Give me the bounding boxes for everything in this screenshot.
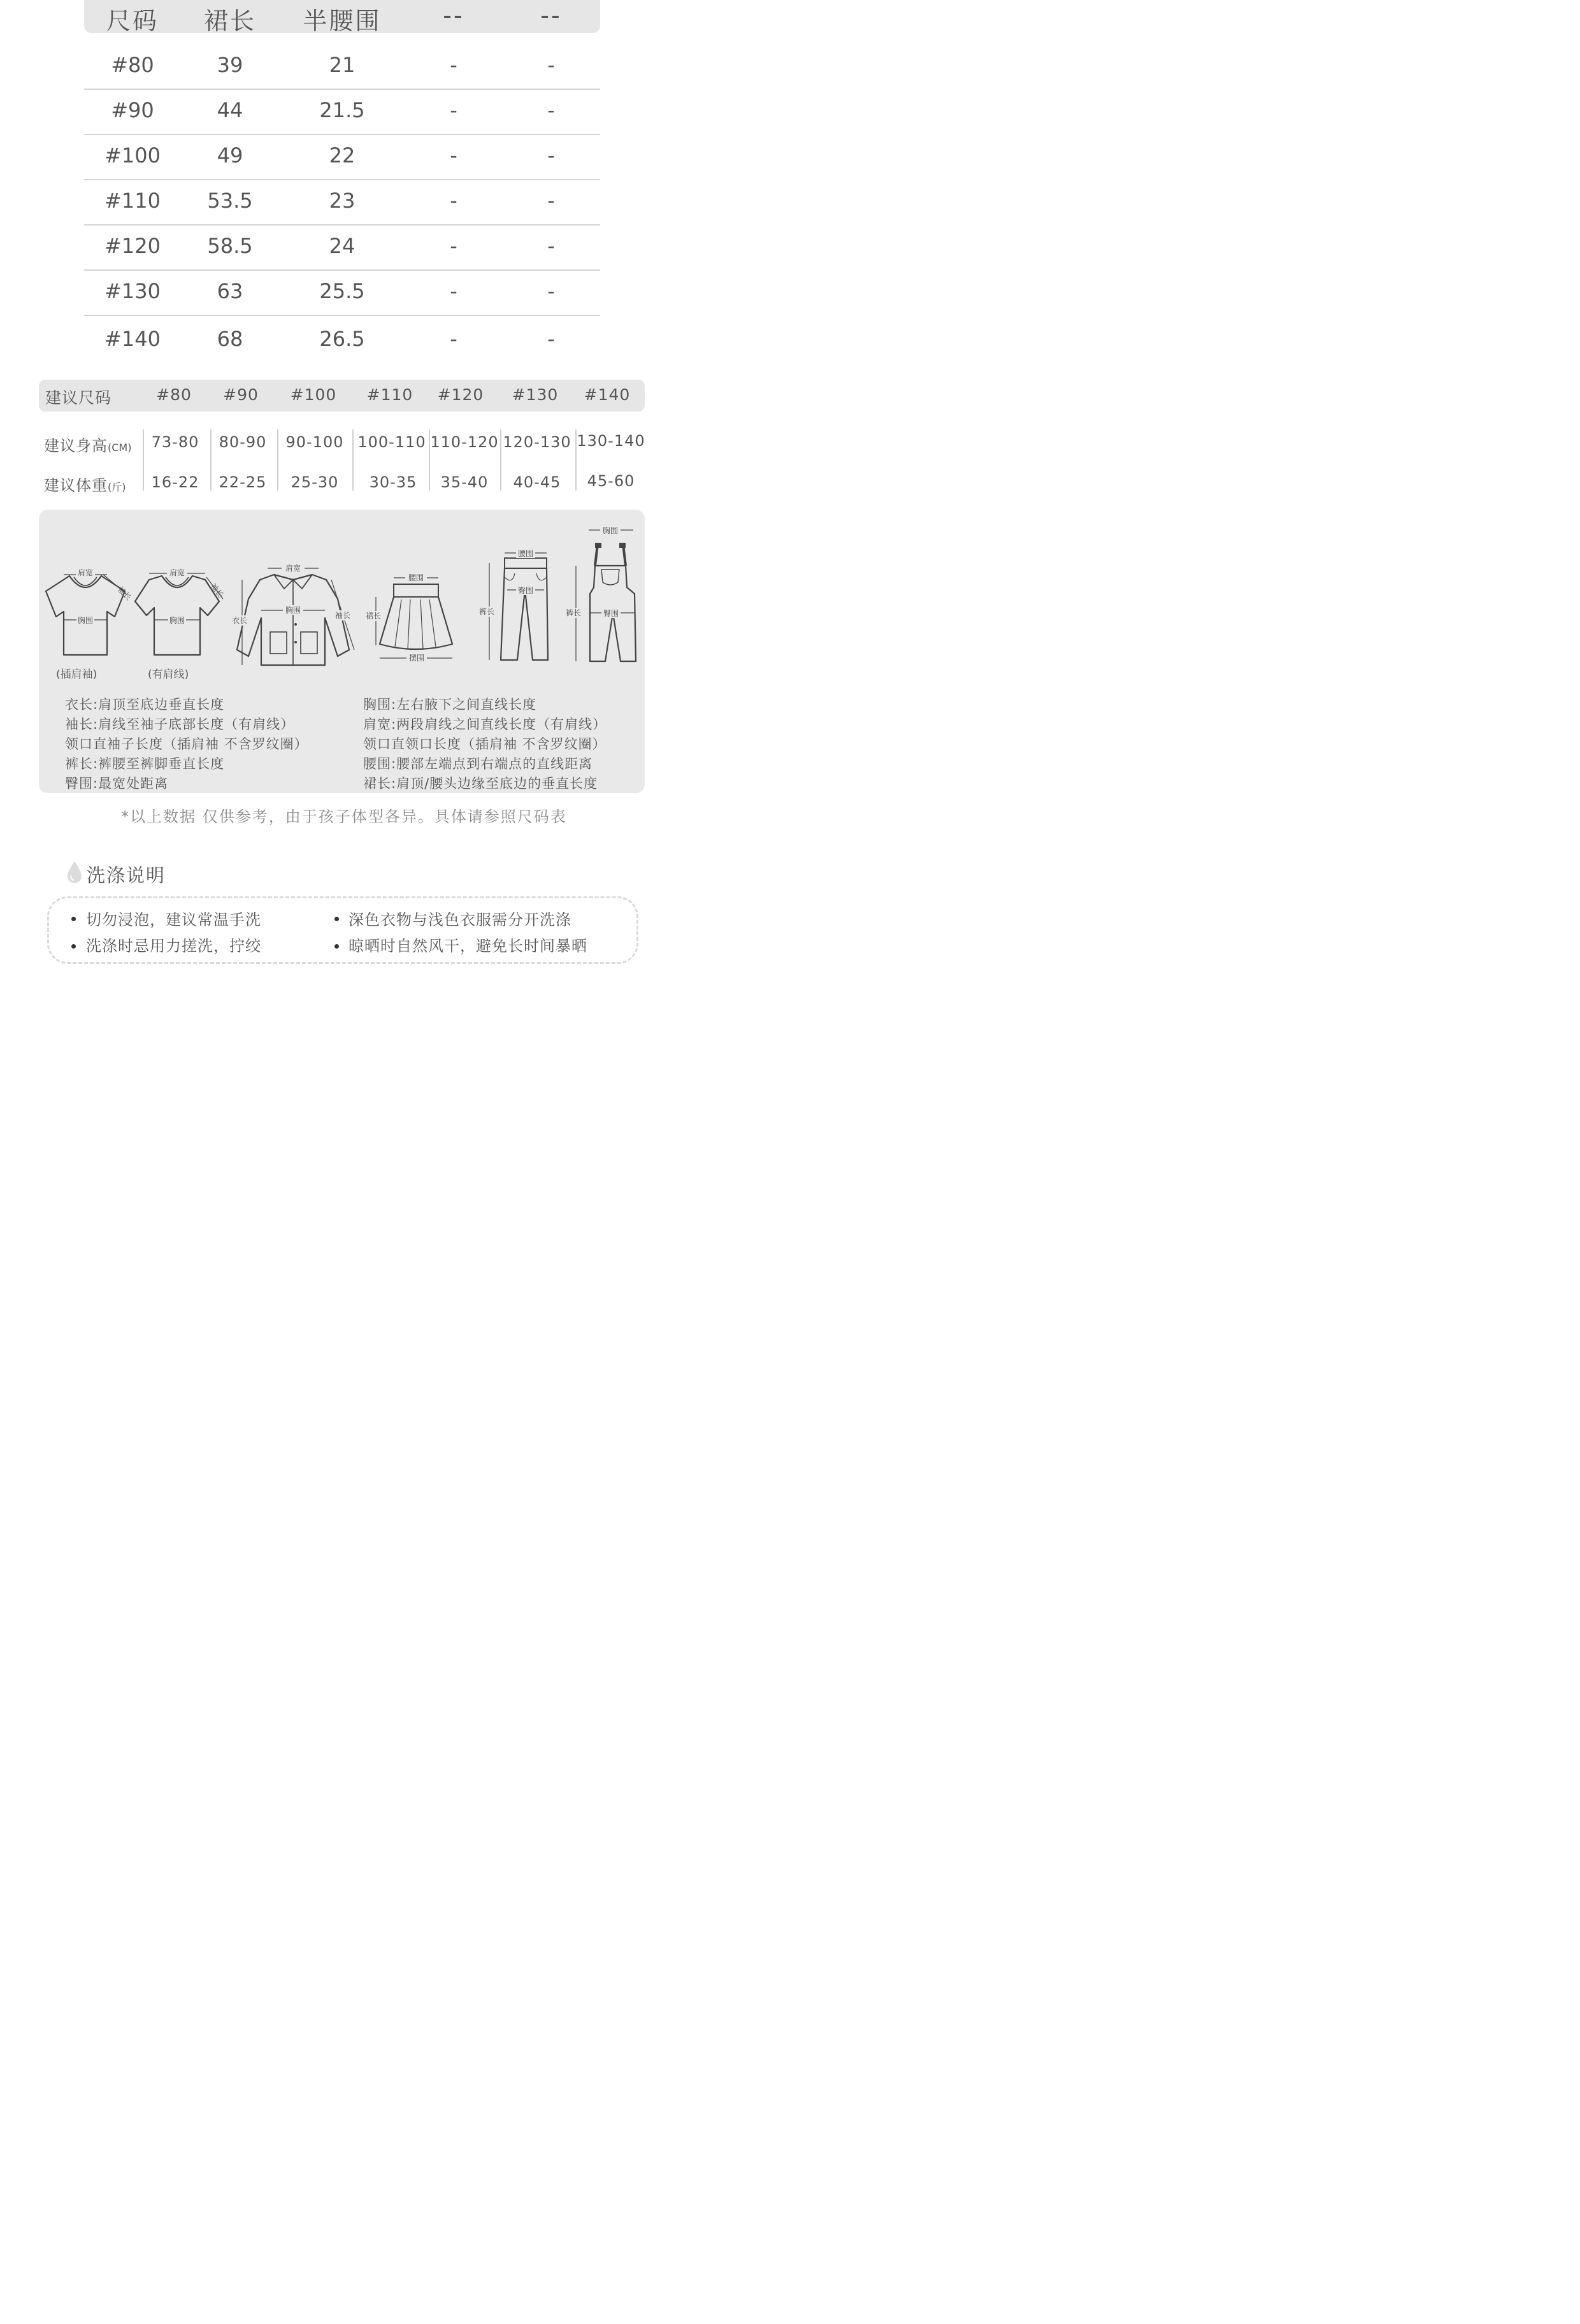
recommend-header	[39, 380, 645, 412]
skirt-figure	[363, 569, 465, 671]
label-hip: 臀围	[603, 609, 619, 618]
column-divider	[500, 429, 501, 491]
skirt-icon	[363, 569, 465, 671]
label-sleeve: 袖长	[115, 585, 133, 603]
label-chest: 胸围	[169, 616, 185, 625]
height-value: 110-120	[430, 433, 499, 451]
cell-col4: -	[450, 279, 457, 303]
height-value: 120-130	[503, 433, 571, 451]
label-pants-length: 裤长	[566, 608, 582, 617]
weight-label	[44, 473, 126, 495]
cell-skirt-length: 63	[217, 279, 243, 303]
definition-item: 肩宽:两段肩线之间直线长度（有肩线）	[363, 717, 607, 732]
weight-value: 16-22	[151, 473, 199, 491]
cell-half-waist: 21	[329, 53, 356, 77]
cell-size: #100	[104, 143, 161, 168]
table-row	[84, 224, 600, 271]
cell-col4: -	[450, 143, 457, 168]
label-waist: 腰围	[408, 573, 424, 582]
tshirt-setin-icon	[130, 566, 226, 661]
definition-item: 袖长:肩线至袖子底部长度（有肩线）	[65, 717, 295, 732]
header-skirt-length: 裙长	[203, 7, 257, 35]
header-col5: --	[540, 1, 562, 29]
label-sleeve: 袖长	[335, 611, 351, 620]
cell-col4: -	[450, 98, 457, 122]
label-shoulder: 肩宽	[285, 564, 301, 573]
bullet-icon	[334, 917, 339, 921]
cell-col5: -	[547, 279, 555, 303]
jacket-figure	[229, 561, 357, 669]
label-length: 衣长	[232, 616, 248, 625]
cell-half-waist: 25.5	[319, 279, 365, 303]
header-col4: --	[443, 1, 464, 29]
height-value: 130-140	[577, 432, 645, 450]
label-hem: 摆围	[408, 654, 425, 663]
height-value: 90-100	[285, 433, 344, 451]
cell-col4: -	[450, 189, 457, 213]
recommend-size: #130	[512, 385, 559, 404]
water-drop-icon	[66, 860, 83, 884]
label-skirt-length: 裙长	[366, 612, 382, 620]
definition-item: 腰围:腰部左端点到右端点的直线距离	[363, 756, 593, 771]
label-waist: 腰围	[517, 549, 534, 558]
column-divider	[277, 429, 278, 491]
cell-size: #130	[104, 279, 161, 303]
recommend-size: #120	[437, 385, 484, 404]
size-chart-page	[0, 0, 688, 1012]
column-divider	[352, 429, 354, 491]
height-unit: (CM)	[108, 441, 132, 454]
weight-value: 25-30	[291, 473, 339, 491]
wash-title: 洗涤说明	[87, 864, 166, 886]
label-chest: 胸围	[77, 616, 94, 625]
cell-half-waist: 26.5	[319, 327, 365, 351]
cell-skirt-length: 58.5	[207, 234, 253, 258]
recommend-size: #110	[366, 385, 413, 404]
cell-col5: -	[547, 234, 555, 258]
cell-skirt-length: 39	[217, 53, 243, 77]
label-sleeve: 袖长	[208, 582, 226, 599]
label-shoulder: 肩宽	[77, 568, 94, 577]
definition-item: 领口直领口长度（插肩袖 不含罗纹圈）	[363, 736, 607, 752]
cell-col5: -	[547, 98, 555, 122]
overalls-icon	[563, 524, 643, 665]
weight-unit: (斤)	[108, 481, 126, 493]
cell-col4: -	[450, 234, 457, 258]
table-row	[84, 317, 600, 362]
cell-col5: -	[547, 189, 555, 213]
cell-skirt-length: 68	[217, 327, 243, 351]
cell-size: #110	[104, 189, 161, 213]
size-table-header	[84, 0, 600, 33]
recommend-size: #100	[290, 385, 337, 404]
bullet-icon	[71, 917, 76, 921]
pants-figure	[477, 545, 553, 666]
wash-item: 洗涤时忌用力搓洗，拧绞	[86, 937, 261, 955]
footnote: *以上数据 仅供参考，由于孩子体型各异。具体请参照尺码表	[121, 808, 567, 826]
pants-icon	[477, 545, 553, 666]
label-chest: 胸围	[285, 606, 301, 615]
definition-item: 衣长:肩顶至底边垂直长度	[65, 697, 225, 712]
cell-skirt-length: 53.5	[207, 189, 253, 213]
recommend-size-label: 建议尺码	[45, 389, 112, 407]
caption-setin: (有肩线)	[148, 668, 189, 681]
cell-half-waist: 22	[329, 143, 356, 168]
cell-col4: -	[450, 327, 457, 351]
column-divider	[143, 429, 144, 491]
cell-size: #140	[104, 327, 161, 351]
table-row	[84, 43, 600, 90]
label-shoulder: 肩宽	[169, 568, 185, 577]
recommend-size: #80	[156, 385, 192, 404]
wash-item: 切勿浸泡，建议常温手洗	[86, 911, 261, 929]
cell-skirt-length: 49	[217, 143, 243, 168]
weight-value: 45-60	[587, 472, 635, 490]
caption-raglan: (插肩袖)	[56, 668, 97, 681]
header-half-waist: 半腰围	[303, 7, 382, 35]
cell-half-waist: 23	[329, 189, 356, 213]
label-chest: 胸围	[602, 526, 619, 535]
table-row	[84, 179, 600, 226]
height-label	[44, 433, 131, 455]
cell-col5: -	[547, 53, 555, 77]
tshirt-setin-figure	[130, 566, 226, 661]
cell-half-waist: 21.5	[319, 98, 365, 122]
wash-item: 深色衣物与浅色衣服需分开洗涤	[348, 911, 571, 929]
weight-label-text: 建议体重	[44, 477, 108, 494]
table-row	[84, 89, 600, 135]
column-divider	[210, 429, 212, 491]
definition-item: 胸围:左右腋下之间直线长度	[363, 697, 537, 712]
header-size: 尺码	[106, 7, 159, 35]
height-value: 73-80	[151, 433, 199, 451]
height-value: 100-110	[357, 433, 426, 451]
overalls-figure	[563, 524, 643, 665]
jacket-icon	[229, 561, 357, 669]
weight-value: 40-45	[513, 473, 561, 491]
weight-value: 35-40	[440, 473, 489, 491]
recommend-size: #140	[584, 385, 631, 404]
recommend-size: #90	[223, 385, 259, 404]
height-label-text: 建议身高	[44, 437, 108, 455]
bullet-icon	[71, 944, 76, 949]
cell-size: #120	[104, 234, 161, 258]
table-row	[84, 269, 600, 316]
weight-value: 22-25	[219, 473, 267, 491]
cell-col5: -	[547, 143, 555, 168]
cell-col5: -	[547, 327, 555, 351]
label-pants-length: 裤长	[479, 607, 495, 616]
cell-size: #90	[111, 98, 154, 122]
definition-item: 领口直袖子长度（插肩袖 不含罗纹圈）	[65, 736, 308, 752]
definition-item: 裤长:裤腰至裤脚垂直长度	[65, 756, 225, 771]
wash-item: 晾晒时自然风干，避免长时间暴晒	[348, 937, 587, 955]
tshirt-raglan-icon	[41, 566, 133, 661]
definition-item: 裙长:肩顶/腰头边缘至底边的垂直长度	[363, 776, 598, 791]
cell-col4: -	[450, 53, 457, 77]
cell-half-waist: 24	[329, 234, 356, 258]
table-row	[84, 134, 600, 180]
weight-value: 30-35	[369, 473, 417, 491]
label-hip: 臀围	[517, 586, 534, 595]
height-value: 80-90	[219, 433, 267, 451]
definition-item: 臀围:最宽处距离	[65, 776, 169, 791]
tshirt-raglan-figure	[41, 566, 133, 661]
cell-skirt-length: 44	[217, 98, 243, 122]
cell-size: #80	[111, 53, 154, 77]
bullet-icon	[334, 944, 339, 949]
